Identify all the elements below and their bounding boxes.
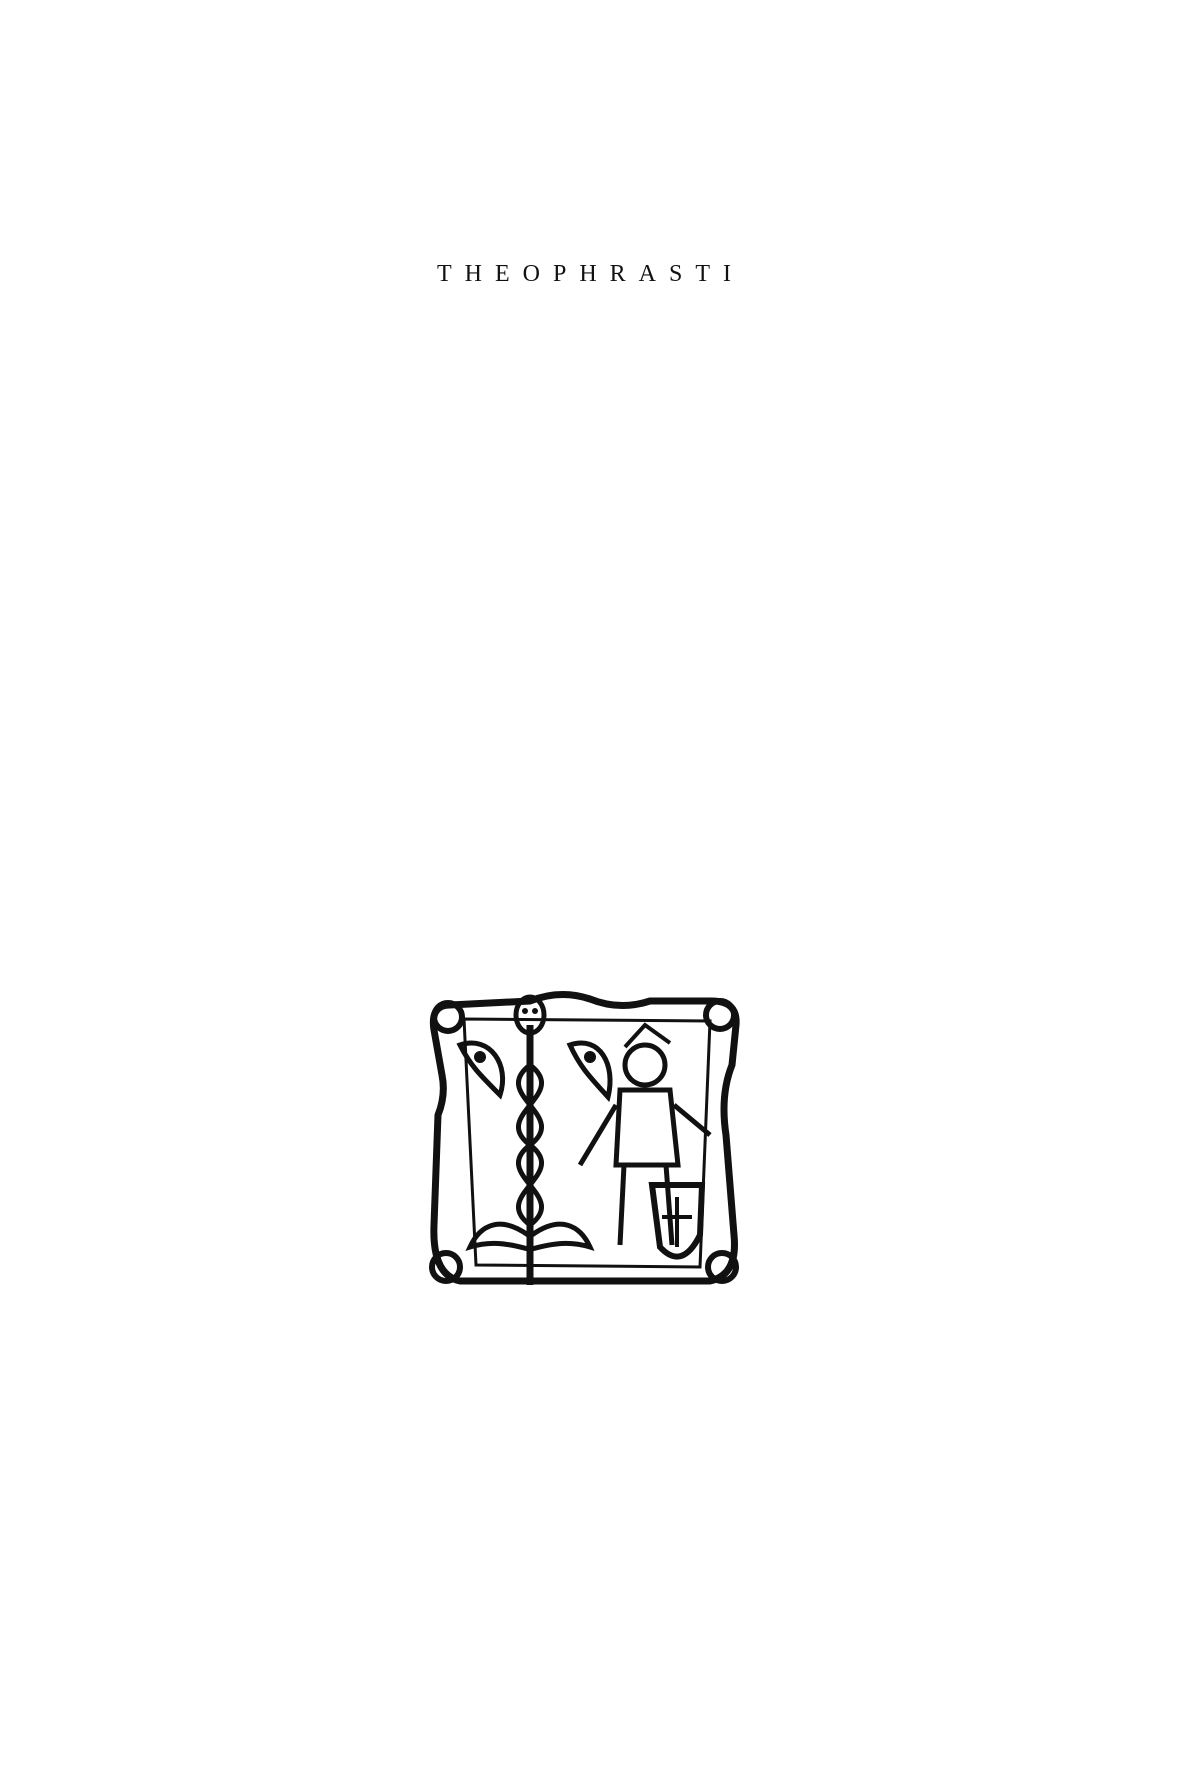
printers-device-caduceus-figure-icon xyxy=(420,985,750,1315)
author-name-line-1: THEOPHRASTI xyxy=(436,261,744,287)
